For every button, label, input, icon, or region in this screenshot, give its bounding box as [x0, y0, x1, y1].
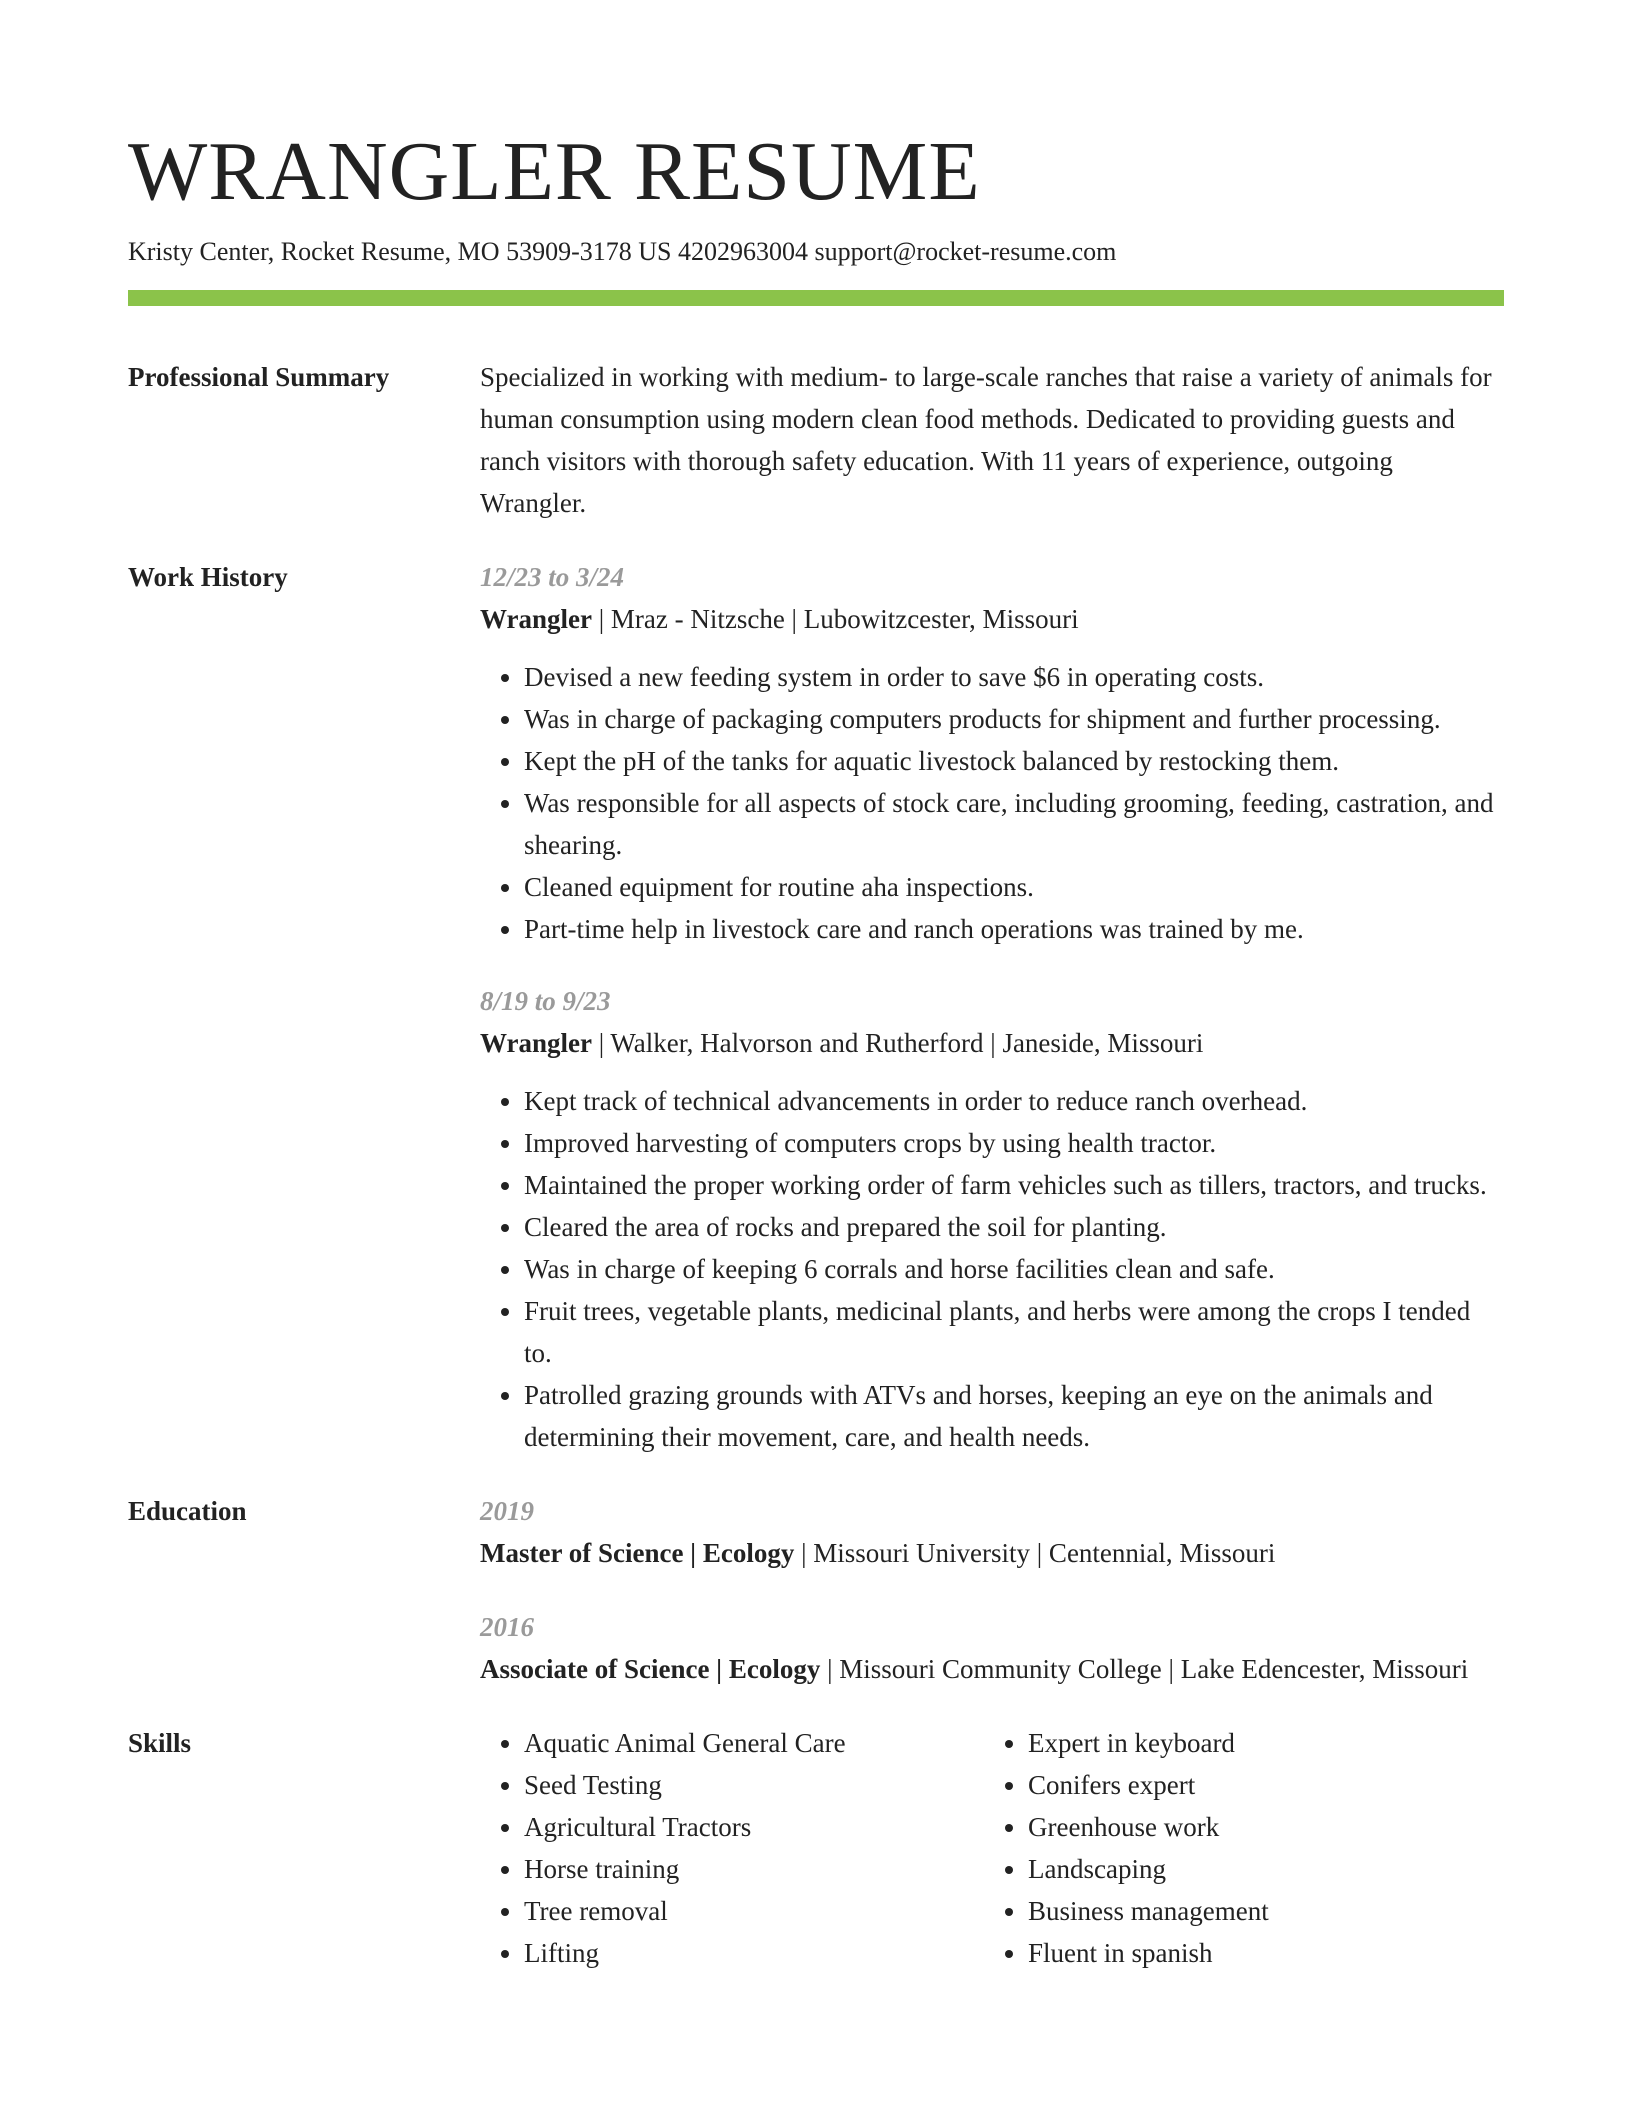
skills-column-2	[984, 1722, 1504, 1974]
resume-title: WRANGLER RESUME	[128, 125, 981, 218]
skills-section	[128, 1722, 1504, 1974]
summary-body	[480, 356, 1504, 524]
summary-section	[128, 356, 1504, 524]
job-role-line	[480, 1022, 1504, 1064]
education-entry	[480, 1490, 1504, 1574]
job-title: Wrangler	[480, 1028, 592, 1058]
job-employer: | Mraz - Nitzsche | Lubowitzcester, Missouri	[591, 604, 1079, 634]
education-section	[128, 1490, 1504, 1690]
job-bullets	[480, 656, 1504, 950]
contact-phone: 4202963004	[677, 237, 808, 266]
job-bullet: • Was in charge of keeping 6 corrals and horse facilities clean and safe.	[524, 1248, 1504, 1290]
skill-item: • Greenhouse work	[1028, 1806, 1504, 1848]
job-entry	[480, 556, 1504, 950]
skill-item: • Expert in keyboard	[1028, 1722, 1504, 1764]
summary-text: Specialized in working with medium- to large-scale ranches that raise a variety of animals for human consumption using modern clean food methods. Dedicated to providing guests and ranch visitors with thorough safety education. With 11 years of experience, outgoing Wrangler.	[480, 362, 1492, 518]
education-line	[480, 1648, 1504, 1690]
skill-item: • Tree removal	[524, 1890, 984, 1932]
education-year: 2016	[480, 1612, 534, 1642]
education-heading: Education	[128, 1496, 247, 1526]
skills-body	[480, 1722, 1504, 1974]
skill-item: • Fluent in spanish	[1028, 1932, 1504, 1974]
job-bullet: • Was responsible for all aspects of stock care, including grooming, feeding, castration, and shearing.	[524, 782, 1504, 866]
job-employer: | Walker, Halvorson and Rutherford | Janeside, Missouri	[591, 1028, 1204, 1058]
contact-email: support@rocket-resume.com	[814, 237, 1117, 266]
contact-address: Kristy Center, Rocket Resume, MO 53909-3178 US	[128, 237, 672, 266]
job-bullet: • Improved harvesting of computers crops by using health tractor.	[524, 1122, 1504, 1164]
work-history-body	[480, 556, 1504, 1458]
job-bullet: • Part-time help in livestock care and ranch operations was trained by me.	[524, 908, 1504, 950]
job-dates: 12/23 to 3/24	[480, 562, 625, 592]
skills-grid	[480, 1722, 1504, 1974]
header-divider	[128, 290, 1504, 306]
skill-item: • Landscaping	[1028, 1848, 1504, 1890]
job-title: Wrangler	[480, 604, 592, 634]
education-degree: Master of Science | Ecology	[480, 1538, 795, 1568]
job-bullet: • Fruit trees, vegetable plants, medicinal plants, and herbs were among the crops I tended to.	[524, 1290, 1504, 1374]
education-school: | Missouri Community College | Lake Edencester, Missouri	[820, 1654, 1469, 1684]
education-entry	[480, 1606, 1504, 1690]
contact-line	[128, 234, 1504, 270]
job-bullet: • Cleared the area of rocks and prepared the soil for planting.	[524, 1206, 1504, 1248]
job-role-line	[480, 598, 1504, 640]
job-bullet: • Cleaned equipment for routine aha inspections.	[524, 866, 1504, 908]
resume-page	[128, 120, 1504, 1974]
job-entry	[480, 980, 1504, 1458]
skill-item: • Horse training	[524, 1848, 984, 1890]
job-bullet: • Devised a new feeding system in order to save $6 in operating costs.	[524, 656, 1504, 698]
job-bullet: • Patrolled grazing grounds with ATVs and horses, keeping an eye on the animals and determining their movement, care, and health needs.	[524, 1374, 1504, 1458]
summary-heading: Professional Summary	[128, 362, 390, 392]
skill-item: • Seed Testing	[524, 1764, 984, 1806]
skill-item: • Business management	[1028, 1890, 1504, 1932]
education-year: 2019	[480, 1496, 534, 1526]
skills-heading: Skills	[128, 1728, 192, 1758]
job-dates: 8/19 to 9/23	[480, 986, 611, 1016]
skills-column-1	[480, 1722, 984, 1974]
skill-item: • Conifers expert	[1028, 1764, 1504, 1806]
job-bullet: • Kept the pH of the tanks for aquatic livestock balanced by restocking them.	[524, 740, 1504, 782]
education-degree: Associate of Science | Ecology	[480, 1654, 821, 1684]
work-history-heading: Work History	[128, 562, 288, 592]
education-school: | Missouri University | Centennial, Missouri	[794, 1538, 1276, 1568]
skill-item: • Agricultural Tractors	[524, 1806, 984, 1848]
job-bullet: • Was in charge of packaging computers products for shipment and further processing.	[524, 698, 1504, 740]
job-bullets	[480, 1080, 1504, 1458]
job-bullet: • Kept track of technical advancements in order to reduce ranch overhead.	[524, 1080, 1504, 1122]
skill-item: • Aquatic Animal General Care	[524, 1722, 984, 1764]
work-history-section	[128, 556, 1504, 1458]
education-line	[480, 1532, 1504, 1574]
education-body	[480, 1490, 1504, 1690]
skill-item: • Lifting	[524, 1932, 984, 1974]
job-bullet: • Maintained the proper working order of farm vehicles such as tillers, tractors, and trucks.	[524, 1164, 1504, 1206]
